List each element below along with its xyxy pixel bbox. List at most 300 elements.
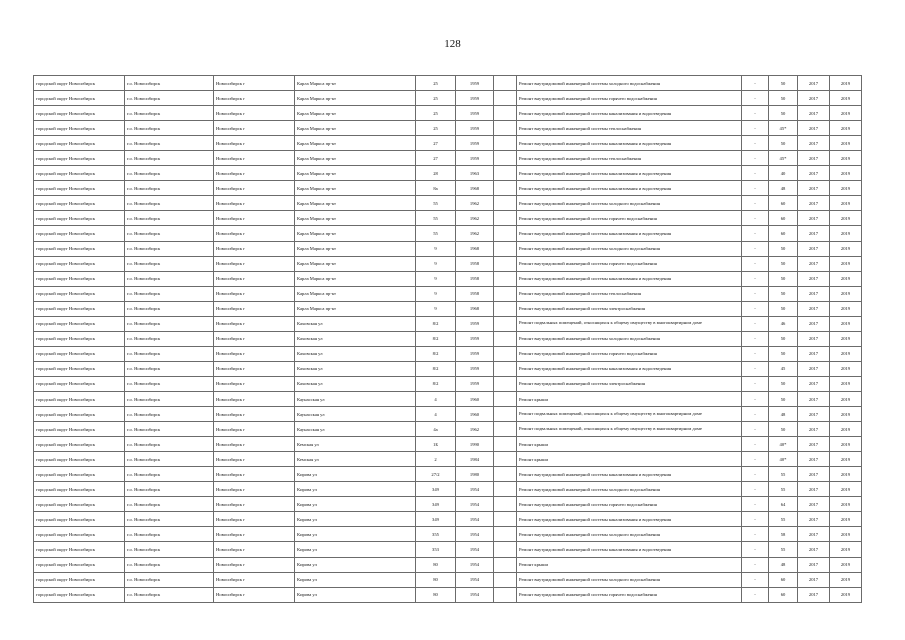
wear-value-cell: 64 [769,497,798,512]
settlement-cell: Новосибирск г [214,572,295,587]
district-cell: городской округ Новосибирск [34,166,125,181]
end-year-cell: 2019 [830,572,862,587]
house-number-cell: 80 [416,587,456,602]
dash-cell: - [742,76,769,91]
start-year-cell: 2017 [798,316,830,331]
table-row [34,76,862,91]
street-cell: Карла Маркса пр-кт [295,226,416,241]
build-year-cell: 1962 [456,422,494,437]
house-number-cell: 8/2 [416,331,456,346]
table-row [34,151,862,166]
work-type-cell: Ремонт крыши [517,557,742,572]
street-cell: Карла Маркса пр-кт [295,286,416,301]
build-year-cell: 1962 [456,226,494,241]
table-row [34,121,862,136]
start-year-cell: 2017 [798,76,830,91]
work-type-cell: Ремонт внутридомовой инженерной системы канализования и водоотведения [517,136,742,151]
dash-cell: - [742,452,769,467]
dash-cell: - [742,271,769,286]
settlement-cell: Новосибирск г [214,226,295,241]
table-row [34,331,862,346]
wear-value-cell: 50 [769,136,798,151]
house-number-cell: 9 [416,256,456,271]
table-row [34,241,862,256]
table-row [34,166,862,181]
wear-value-cell: 50 [769,91,798,106]
street-cell: Карла Маркса пр-кт [295,181,416,196]
street-cell: Каховская ул [295,376,416,391]
start-year-cell: 2017 [798,437,830,452]
blank-cell [494,512,517,527]
house-number-cell: 349 [416,512,456,527]
build-year-cell: 1960 [456,407,494,422]
blank-cell [494,226,517,241]
build-year-cell: 1954 [456,482,494,497]
wear-value-cell: 50 [769,331,798,346]
end-year-cell: 2019 [830,151,862,166]
settlement-cell: Новосибирск г [214,211,295,226]
start-year-cell: 2017 [798,497,830,512]
blank-cell [494,196,517,211]
house-number-cell: 8а [416,181,456,196]
area-cell: г.о. Новосибирск [125,256,214,271]
dash-cell: - [742,91,769,106]
dash-cell: - [742,181,769,196]
street-cell: Каунасская ул [295,422,416,437]
street-cell: Кирова ул [295,572,416,587]
settlement-cell: Новосибирск г [214,181,295,196]
start-year-cell: 2017 [798,587,830,602]
work-type-cell: Ремонт внутридомовой инженерной системы горячего водоснабжения [517,587,742,602]
start-year-cell: 2017 [798,136,830,151]
street-cell: Карла Маркса пр-кт [295,271,416,286]
blank-cell [494,316,517,331]
table-row [34,527,862,542]
end-year-cell: 2019 [830,286,862,301]
blank-cell [494,467,517,482]
page-number: 128 [444,38,461,50]
district-cell: городской округ Новосибирск [34,301,125,316]
end-year-cell: 2019 [830,226,862,241]
blank-cell [494,497,517,512]
build-year-cell: 1984 [456,452,494,467]
work-type-cell: Ремонт внутридомовой инженерной системы канализования и водоотведения [517,226,742,241]
build-year-cell: 1959 [456,331,494,346]
work-type-cell: Ремонт крыши [517,391,742,406]
district-cell: городской округ Новосибирск [34,331,125,346]
blank-cell [494,211,517,226]
street-cell: Карла Маркса пр-кт [295,136,416,151]
blank-cell [494,241,517,256]
blank-cell [494,301,517,316]
end-year-cell: 2019 [830,391,862,406]
wear-value-cell: 55 [769,542,798,557]
street-cell: Карла Маркса пр-кт [295,76,416,91]
blank-cell [494,271,517,286]
area-cell: г.о. Новосибирск [125,482,214,497]
district-cell: городской округ Новосибирск [34,271,125,286]
blank-cell [494,376,517,391]
wear-value-cell: 58 [769,527,798,542]
build-year-cell: 1958 [456,271,494,286]
blank-cell [494,181,517,196]
blank-cell [494,76,517,91]
table-row [34,512,862,527]
street-cell: Кирова ул [295,557,416,572]
street-cell: Кемская ул [295,452,416,467]
blank-cell [494,572,517,587]
area-cell: г.о. Новосибирск [125,136,214,151]
area-cell: г.о. Новосибирск [125,196,214,211]
district-cell: городской округ Новосибирск [34,226,125,241]
blank-cell [494,437,517,452]
wear-value-cell: 50 [769,256,798,271]
start-year-cell: 2017 [798,482,830,497]
work-type-cell: Ремонт внутридомовой инженерной системы канализования и водоотведения [517,106,742,121]
dash-cell: - [742,286,769,301]
wear-value-cell: 48 [769,557,798,572]
wear-value-cell: 60 [769,226,798,241]
table-row [34,271,862,286]
work-type-cell: Ремонт внутридомовой инженерной системы теплоснабжения [517,286,742,301]
area-cell: г.о. Новосибирск [125,166,214,181]
start-year-cell: 2017 [798,572,830,587]
dash-cell: - [742,346,769,361]
end-year-cell: 2019 [830,166,862,181]
dash-cell: - [742,572,769,587]
wear-value-cell: 50 [769,422,798,437]
build-year-cell: 1954 [456,512,494,527]
build-year-cell: 1959 [456,316,494,331]
wear-value-cell: 45 [769,361,798,376]
table-row [34,482,862,497]
dash-cell: - [742,211,769,226]
end-year-cell: 2019 [830,181,862,196]
work-type-cell: Ремонт внутридомовой инженерной системы канализования и водоотведения [517,271,742,286]
blank-cell [494,407,517,422]
blank-cell [494,361,517,376]
wear-value-cell: 60 [769,572,798,587]
settlement-cell: Новосибирск г [214,467,295,482]
house-number-cell: 27/2 [416,467,456,482]
street-cell: Карла Маркса пр-кт [295,166,416,181]
registry-body [34,76,862,603]
house-number-cell: 25 [416,91,456,106]
build-year-cell: 1990 [456,437,494,452]
start-year-cell: 2017 [798,542,830,557]
house-number-cell: 25 [416,106,456,121]
wear-value-cell: 45* [769,121,798,136]
end-year-cell: 2019 [830,241,862,256]
street-cell: Каховская ул [295,331,416,346]
end-year-cell: 2019 [830,106,862,121]
house-number-cell: 9 [416,301,456,316]
end-year-cell: 2019 [830,527,862,542]
settlement-cell: Новосибирск г [214,557,295,572]
start-year-cell: 2017 [798,286,830,301]
wear-value-cell: 40* [769,437,798,452]
blank-cell [494,422,517,437]
area-cell: г.о. Новосибирск [125,271,214,286]
area-cell: г.о. Новосибирск [125,512,214,527]
area-cell: г.о. Новосибирск [125,572,214,587]
start-year-cell: 2017 [798,301,830,316]
district-cell: городской округ Новосибирск [34,467,125,482]
build-year-cell: 1954 [456,557,494,572]
settlement-cell: Новосибирск г [214,407,295,422]
wear-value-cell: 40 [769,166,798,181]
blank-cell [494,256,517,271]
dash-cell: - [742,467,769,482]
end-year-cell: 2019 [830,91,862,106]
blank-cell [494,346,517,361]
work-type-cell: Ремонт внутридомовой инженерной системы холодного водоснабжения [517,196,742,211]
blank-cell [494,391,517,406]
work-type-cell: Ремонт крыши [517,452,742,467]
repair-registry-table [33,75,862,603]
wear-value-cell: 45* [769,151,798,166]
blank-cell [494,166,517,181]
street-cell: Кирова ул [295,587,416,602]
blank-cell [494,121,517,136]
house-number-cell: 55 [416,196,456,211]
dash-cell: - [742,256,769,271]
wear-value-cell: 50 [769,391,798,406]
end-year-cell: 2019 [830,557,862,572]
dash-cell: - [742,241,769,256]
area-cell: г.о. Новосибирск [125,422,214,437]
wear-value-cell: 50 [769,376,798,391]
settlement-cell: Новосибирск г [214,301,295,316]
work-type-cell: Ремонт внутридомовой инженерной системы канализования и водоотведения [517,361,742,376]
work-type-cell: Ремонт внутридомовой инженерной системы канализования и водоотведения [517,542,742,557]
area-cell: г.о. Новосибирск [125,346,214,361]
dash-cell: - [742,587,769,602]
district-cell: городской округ Новосибирск [34,106,125,121]
table-row [34,376,862,391]
table-row [34,211,862,226]
district-cell: городской округ Новосибирск [34,361,125,376]
build-year-cell: 1959 [456,376,494,391]
house-number-cell: 27 [416,136,456,151]
start-year-cell: 2017 [798,196,830,211]
street-cell: Карла Маркса пр-кт [295,106,416,121]
work-type-cell: Ремонт внутридомовой инженерной системы холодного водоснабжения [517,241,742,256]
district-cell: городской округ Новосибирск [34,512,125,527]
table-row [34,542,862,557]
build-year-cell: 1960 [456,391,494,406]
settlement-cell: Новосибирск г [214,376,295,391]
table-row [34,361,862,376]
area-cell: г.о. Новосибирск [125,527,214,542]
street-cell: Каунасская ул [295,407,416,422]
build-year-cell: 1954 [456,587,494,602]
wear-value-cell: 50 [769,76,798,91]
build-year-cell: 1954 [456,497,494,512]
house-number-cell: 1Б [416,437,456,452]
build-year-cell: 1968 [456,241,494,256]
work-type-cell: Ремонт внутридомовой инженерной системы канализования и водоотведения [517,166,742,181]
dash-cell: - [742,482,769,497]
area-cell: г.о. Новосибирск [125,226,214,241]
wear-value-cell: 46 [769,316,798,331]
wear-value-cell: 50 [769,271,798,286]
settlement-cell: Новосибирск г [214,391,295,406]
dash-cell: - [742,331,769,346]
district-cell: городской округ Новосибирск [34,121,125,136]
district-cell: городской округ Новосибирск [34,76,125,91]
dash-cell: - [742,407,769,422]
house-number-cell: 8/2 [416,361,456,376]
work-type-cell: Ремонт внутридомовой инженерной системы электроснабжения [517,376,742,391]
settlement-cell: Новосибирск г [214,136,295,151]
district-cell: городской округ Новосибирск [34,91,125,106]
settlement-cell: Новосибирск г [214,91,295,106]
house-number-cell: 4а [416,422,456,437]
area-cell: г.о. Новосибирск [125,211,214,226]
area-cell: г.о. Новосибирск [125,301,214,316]
street-cell: Карла Маркса пр-кт [295,211,416,226]
build-year-cell: 1962 [456,211,494,226]
wear-value-cell: 60 [769,211,798,226]
work-type-cell: Ремонт внутридомовой инженерной системы канализования и водоотведения [517,512,742,527]
house-number-cell: 25 [416,76,456,91]
blank-cell [494,331,517,346]
house-number-cell: 8/2 [416,346,456,361]
end-year-cell: 2019 [830,376,862,391]
table-row [34,286,862,301]
district-cell: городской округ Новосибирск [34,572,125,587]
street-cell: Карла Маркса пр-кт [295,241,416,256]
work-type-cell: Ремонт внутридомовой инженерной системы горячего водоснабжения [517,91,742,106]
wear-value-cell: 60 [769,196,798,211]
district-cell: городской округ Новосибирск [34,256,125,271]
build-year-cell: 1958 [456,256,494,271]
street-cell: Кирова ул [295,542,416,557]
build-year-cell: 1963 [456,166,494,181]
start-year-cell: 2017 [798,376,830,391]
district-cell: городской округ Новосибирск [34,482,125,497]
table-row [34,346,862,361]
start-year-cell: 2017 [798,241,830,256]
end-year-cell: 2019 [830,361,862,376]
settlement-cell: Новосибирск г [214,497,295,512]
table-row [34,316,862,331]
house-number-cell: 80 [416,557,456,572]
area-cell: г.о. Новосибирск [125,437,214,452]
house-number-cell: 4 [416,391,456,406]
area-cell: г.о. Новосибирск [125,467,214,482]
blank-cell [494,587,517,602]
build-year-cell: 1959 [456,361,494,376]
settlement-cell: Новосибирск г [214,166,295,181]
table-row [34,407,862,422]
settlement-cell: Новосибирск г [214,482,295,497]
street-cell: Карла Маркса пр-кт [295,91,416,106]
dash-cell: - [742,301,769,316]
table-row [34,91,862,106]
settlement-cell: Новосибирск г [214,76,295,91]
start-year-cell: 2017 [798,256,830,271]
table-row [34,196,862,211]
dash-cell: - [742,557,769,572]
start-year-cell: 2017 [798,512,830,527]
work-type-cell: Ремонт внутридомовой инженерной системы канализования и водоотведения [517,181,742,196]
district-cell: городской округ Новосибирск [34,542,125,557]
district-cell: городской округ Новосибирск [34,196,125,211]
work-type-cell: Ремонт внутридомовой инженерной системы горячего водоснабжения [517,211,742,226]
area-cell: г.о. Новосибирск [125,587,214,602]
work-type-cell: Ремонт внутридомовой инженерной системы горячего водоснабжения [517,346,742,361]
blank-cell [494,286,517,301]
table-row [34,497,862,512]
settlement-cell: Новосибирск г [214,361,295,376]
dash-cell: - [742,196,769,211]
build-year-cell: 1959 [456,346,494,361]
wear-value-cell: 40* [769,452,798,467]
street-cell: Кирова ул [295,527,416,542]
table-row [34,587,862,602]
house-number-cell: 353 [416,542,456,557]
end-year-cell: 2019 [830,136,862,151]
blank-cell [494,91,517,106]
start-year-cell: 2017 [798,151,830,166]
wear-value-cell: 48 [769,407,798,422]
settlement-cell: Новосибирск г [214,241,295,256]
blank-cell [494,151,517,166]
settlement-cell: Новосибирск г [214,527,295,542]
settlement-cell: Новосибирск г [214,271,295,286]
work-type-cell: Ремонт крыши [517,437,742,452]
work-type-cell: Ремонт внутридомовой инженерной системы теплоснабжения [517,121,742,136]
work-type-cell: Ремонт подвальных помещений, относящихся к общему имуществу в многоквартирном доме [517,422,742,437]
wear-value-cell: 55 [769,467,798,482]
end-year-cell: 2019 [830,542,862,557]
district-cell: городской округ Новосибирск [34,151,125,166]
end-year-cell: 2019 [830,407,862,422]
dash-cell: - [742,106,769,121]
blank-cell [494,542,517,557]
house-number-cell: 55 [416,211,456,226]
start-year-cell: 2017 [798,331,830,346]
build-year-cell: 1968 [456,301,494,316]
end-year-cell: 2019 [830,256,862,271]
district-cell: городской округ Новосибирск [34,527,125,542]
street-cell: Карла Маркса пр-кт [295,196,416,211]
settlement-cell: Новосибирск г [214,151,295,166]
house-number-cell: 9 [416,271,456,286]
start-year-cell: 2017 [798,121,830,136]
work-type-cell: Ремонт подвальных помещений, относящихся к общему имуществу в многоквартирном доме [517,407,742,422]
district-cell: городской округ Новосибирск [34,316,125,331]
end-year-cell: 2019 [830,346,862,361]
start-year-cell: 2017 [798,106,830,121]
start-year-cell: 2017 [798,422,830,437]
settlement-cell: Новосибирск г [214,256,295,271]
blank-cell [494,452,517,467]
settlement-cell: Новосибирск г [214,121,295,136]
house-number-cell: 349 [416,497,456,512]
dash-cell: - [742,361,769,376]
dash-cell: - [742,226,769,241]
table-row [34,136,862,151]
settlement-cell: Новосибирск г [214,452,295,467]
settlement-cell: Новосибирск г [214,422,295,437]
district-cell: городской округ Новосибирск [34,391,125,406]
end-year-cell: 2019 [830,467,862,482]
area-cell: г.о. Новосибирск [125,557,214,572]
end-year-cell: 2019 [830,482,862,497]
